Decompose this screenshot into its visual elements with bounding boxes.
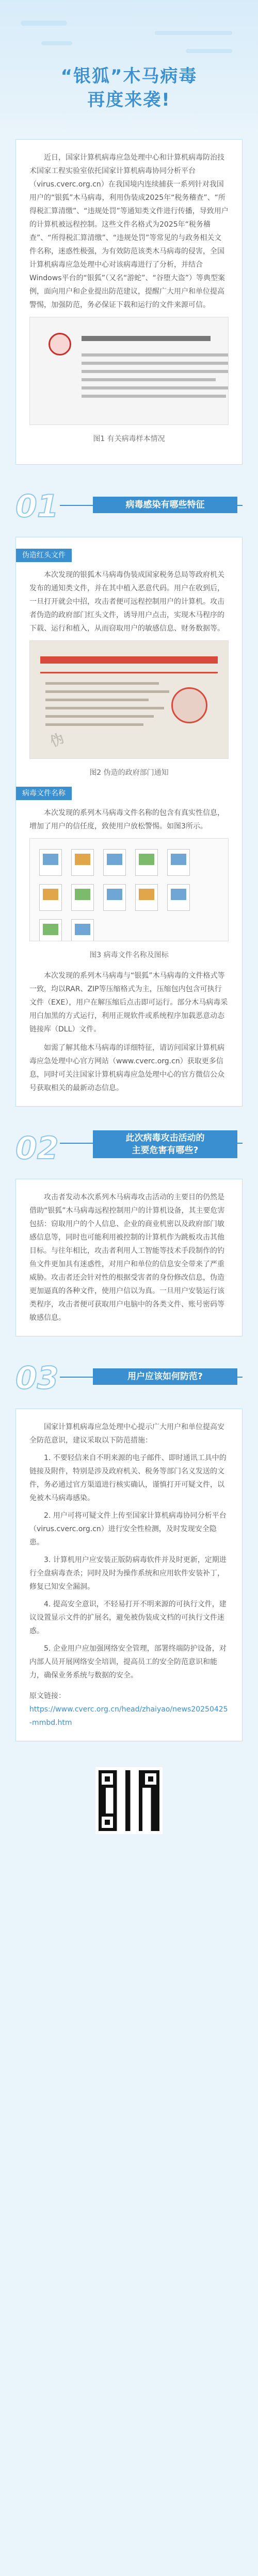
stamp-icon <box>171 687 207 723</box>
subsection-title-2: 病毒文件名称 <box>16 787 72 800</box>
file-icon <box>39 849 62 876</box>
section-title <box>93 1130 237 1158</box>
subsection-text-2: 本次发现的系列木马病毒文件名称的包含有真实性信息，增加了用户的信任度，致使用户放松警惕。如图3所示。 <box>29 809 224 831</box>
source-link[interactable]: https://www.cverc.org.cn/head/zhaiyao/news20250425-mmbd.htm <box>29 1705 228 1727</box>
file-icon <box>71 849 94 876</box>
file-icon <box>167 884 190 911</box>
section-title-line1: 此次病毒攻击活动的 <box>125 1133 205 1143</box>
file-icon <box>135 884 158 911</box>
file-icon <box>135 849 158 876</box>
advice-item: 3. 计算机用户应安装正版防病毒软件并及时更新，定期进行全盘病毒查杀；同时及时为操作系统和应用软件安装补丁，修复已知安全漏洞。 <box>29 1556 227 1591</box>
fake-notice-image <box>29 640 229 759</box>
hero-title-line2: 再度来袭! <box>87 90 171 110</box>
advice-item: 4. 提高安全意识，不轻易打开不明来源的可执行文件，建议设置显示文件的扩展名，避免被伪装成文档的可执行文件迷惑。 <box>29 1600 227 1635</box>
section-number: 02 <box>15 1130 59 1166</box>
seal-icon <box>49 333 71 355</box>
qr-code-block <box>0 1741 258 1867</box>
section3-card <box>15 1409 243 1741</box>
figure-caption-3: 图3 病毒文件名称及图标 <box>89 951 169 959</box>
intro-card <box>15 139 243 465</box>
hero-title-line1: “银狐”木马病毒 <box>60 66 198 87</box>
section-number: 01 <box>15 488 59 524</box>
section-header-3 <box>15 1357 243 1403</box>
advice-item: 2. 用户可将可疑文件上传至国家计算机病毒协同分析平台（virus.cverc.org.cn）进行安全性检测，及时发现安全隐患。 <box>29 1512 227 1547</box>
file-icon <box>39 884 62 911</box>
subsection-title-1: 伪造红头文件 <box>16 549 72 562</box>
figure-caption-1: 图1 有关病毒样本情况 <box>93 435 165 443</box>
section-number: 03 <box>15 1360 59 1396</box>
section1-paragraph-3: 本次发现的系列木马病毒与“银狐”木马病毒的文件格式等一致，均以RAR、ZIP等压缩格式为主，压缩包内包含可执行文件（EXE），用户在解压缩后点击即可运行。部分木马病毒采用白加黑的方式运行，利用正规软件或系统程序加载恶意动态链接库（DLL）文件。 <box>29 972 228 1033</box>
section2-text: 攻击者发动本次系列木马病毒攻击活动的主要目的仍然是借助“银狐”木马病毒远程控制用户的计算机设备，其主要危害包括：窃取用户的个人信息、企业的商业机密以及政府部门敏感信息等，同时也可能利用被控制的计算机作为跳板攻击其他目标。与往年相比，攻击者利用人工智能等技术手段制作的钓鱼文件更加具有迷惑性，对用户和单位的信息安全带来了严重威胁。攻击者还会针对性的根据受害者的身份修改信息，伪造更加逼真的各种文件，使用户信以为真。一旦用户安装运行该类程序，攻击者便可获取用户电脑中的各类文件、账号密码等敏感信息。 <box>29 1193 225 1322</box>
file-icon <box>103 884 126 911</box>
watermark-text: 伪 <box>47 730 67 751</box>
section-header-2 <box>15 1127 243 1174</box>
file-icon <box>71 884 94 911</box>
advice-item: 1. 不要轻信来自不明来源的电子邮件、即时通讯工具中的链接及附件，特别是涉及政府机关、税务等部门名义发送的文件，务必通过官方渠道进行核实确认，谨慎打开可疑文件，以免被木马病毒感染。 <box>29 1454 227 1502</box>
section-header-1 <box>15 485 243 532</box>
figure-caption-2: 图2 伪造的政府部门通知 <box>89 769 169 777</box>
qr-code-icon <box>95 1767 163 1834</box>
file-icons-image <box>29 838 229 941</box>
section1-card <box>15 537 243 1107</box>
hero-banner <box>0 0 258 139</box>
section2-card <box>15 1179 243 1336</box>
section1-paragraph-4: 如需了解其他木马病毒的详细特征，请访问国家计算机病毒应急处理中心官方网站（www.cverc.org.cn）获取更多信息，同时可关注国家计算机病毒应急处理中心的官方微信公众号获取相关的最新动态信息。 <box>29 1044 224 1092</box>
file-icon <box>39 919 62 941</box>
section-title: 用户应该如何防范? <box>93 1368 237 1385</box>
subsection-text-1: 本次发现的银狐木马病毒伪装成国家税务总局等政府机关发布的通知类文件，并在其中植入恶意代码。用户在收到后，一旦打开就会中招，攻击者便可远程控制用户的计算机。攻击者伪造的政府部门红头文件，诱导用户点击，实现木马程序的下载、运行和植入，从而窃取用户的敏感信息、财务数据等。 <box>29 571 224 633</box>
section-title: 病毒感染有哪些特征 <box>93 497 237 513</box>
file-icon <box>71 919 94 941</box>
section-title-line2: 主要危害有哪些? <box>132 1145 199 1156</box>
section3-intro: 国家计算机病毒应急处理中心提示广大用户和单位提高安全防范意识，建议采取以下防范措施： <box>29 1423 224 1445</box>
intro-paragraph: 近日，国家计算机病毒应急处理中心和计算机病毒防治技术国家工程实验室依托国家计算机病毒协同分析平台（virus.cverc.org.cn）在我国境内连续捕获一系列针对我国用户的“银狐”木马病毒，利用伪装成2025年“税务稽查”、“所得税汇算清缴”、“违规处罚”等通知类文件进行传播，导致用户的计算机被远程控制。这些文件名格式为2025年“税务稽查”、“所得税汇算清缴”、“违规处罚”等常见的与政务相关文件名称，迷惑性极强，为有效防范该类木马病毒的侵害，全国计算机病毒应急处理中心对该病毒进行了分析，并结合Windows平台的“银狐”（又名“游蛇”、“谷堕大盗”）等典型案例，面向用户和企业提出防范建议，提醒广大用户和单位提高警惕，加强防范，务必保证下载和运行的文件来源可信。 <box>29 154 229 309</box>
file-icon <box>103 849 126 876</box>
sample-document-image <box>29 317 229 425</box>
source-label: 原文链接： <box>29 1692 66 1700</box>
file-icon <box>167 849 190 876</box>
advice-item: 5. 企业用户应加强网络安全管理，部署终端防护设备，对内部人员开展网络安全培训，提高员工的安全防范意识和能力，确保业务系统与数据的安全。 <box>29 1645 227 1680</box>
